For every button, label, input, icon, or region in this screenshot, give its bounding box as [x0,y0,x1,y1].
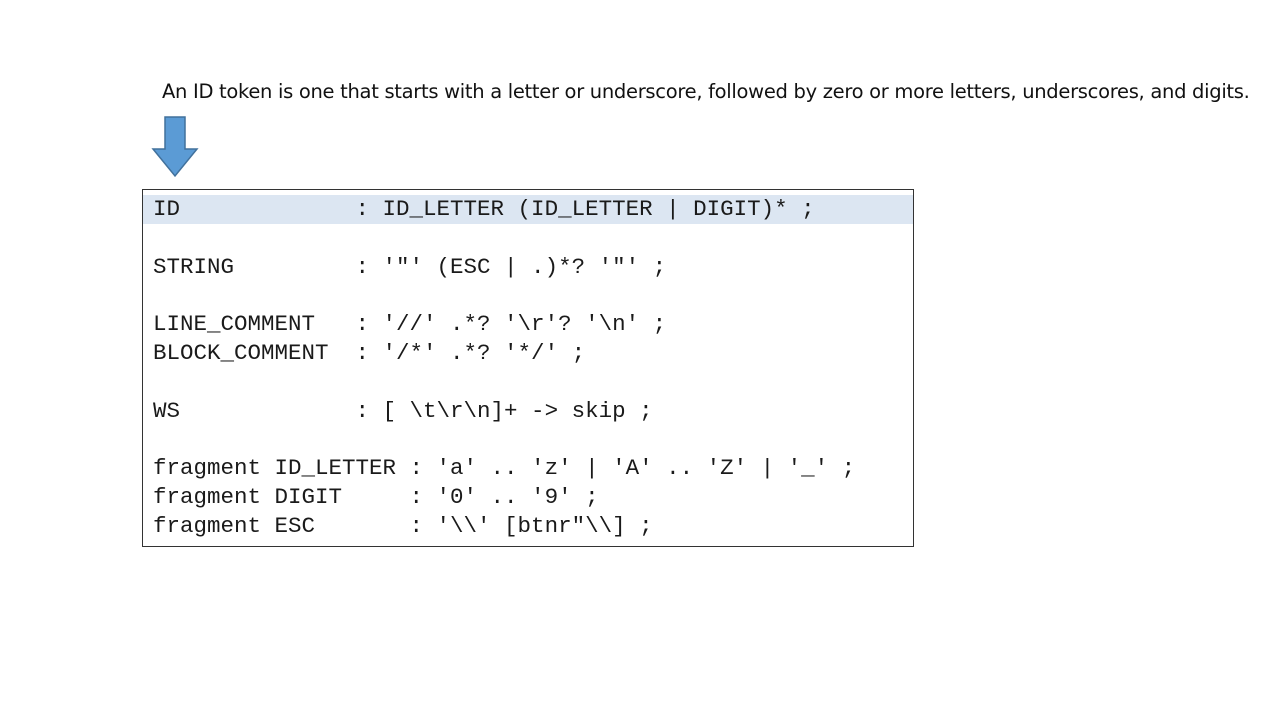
code-line-string: STRING : '"' (ESC | .)*? '"' ; [153,254,667,280]
code-line-block-comment: BLOCK_COMMENT : '/*' .*? '*/' ; [153,340,586,366]
down-arrow-icon [151,116,199,178]
code-line-ws: WS : [ \t\r\n]+ -> skip ; [153,398,653,424]
code-line-fragment-digit: fragment DIGIT : '0' .. '9' ; [153,484,599,510]
caption-text: An ID token is one that starts with a letter or underscore, followed by zero or more letters, underscores, and digits. [162,80,1250,103]
code-line-line-comment: LINE_COMMENT : '//' .*? '\r'? '\n' ; [153,311,667,337]
code-line-id: ID : ID_LETTER (ID_LETTER | DIGIT)* ; [143,195,913,224]
code-line-fragment-esc: fragment ESC : '\\' [btnr"\\] ; [153,513,653,539]
grammar-code-block [142,189,914,547]
code-line-fragment-id-letter: fragment ID_LETTER : 'a' .. 'z' | 'A' .. 'Z' | '_' ; [153,455,856,481]
